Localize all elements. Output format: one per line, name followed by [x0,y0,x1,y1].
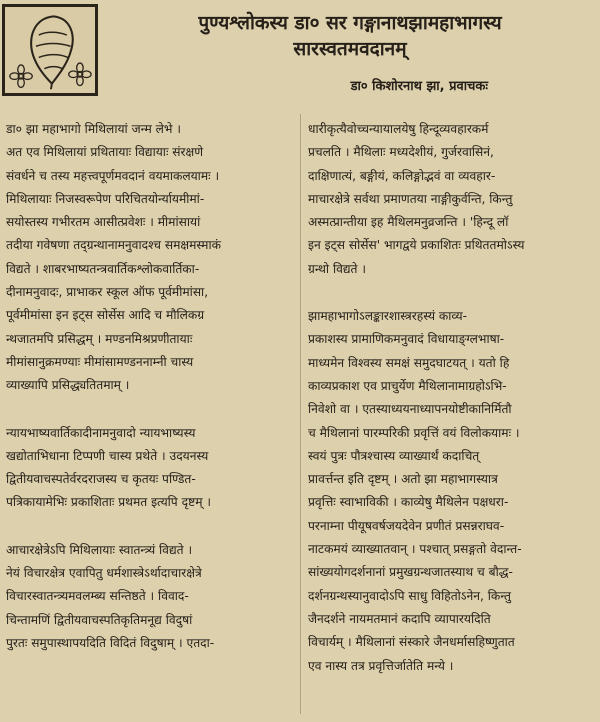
text-line: द्वितीयवाचस्पतेर्वरदराजस्य च कृतयः पण्डित- [6,472,196,487]
text-line: माचारक्षेत्रे सर्वथा प्रमाणतया नाङ्गीकुर्वन्ति, किन्तु [308,191,513,206]
text-line: चिन्तामणिं द्वितीयवाचस्पतिकृतिमनूद्य विदुषां [6,612,193,627]
text-line: विद्यते । शाबरभाष्यतन्त्रवार्तिकश्लोकवार्तिका- [6,261,200,276]
paragraph [6,422,298,515]
text-line: व्याख्यापि प्रसिद्ध्यतितमाम् । [6,378,130,393]
text-line: नाटकमयं व्याख्यातवान् । पश्चात् प्रसङ्गतो वेदान्त- [308,542,522,557]
paragraph-gap [6,398,298,422]
text-line: अत एव मिथिलायां प्रथितायाः विद्यायाः संरक्षणे [6,145,204,160]
text-line: पूर्वमीमांसा इन इट्स सोर्सेस आदि च मौलिकग्र [6,308,205,323]
paragraph [308,305,596,678]
text-line: दाक्षिणात्यं, बङ्गीयं, कलिङ्गोद्भवं वा व्यवहार- [308,168,496,183]
text-line: जैनदर्शने नायमतमानं कदापि व्यापारयदिति [308,611,491,626]
text-line: संवर्धने च तस्य महत्त्वपूर्णमवदानं वयमाकलयामः । [6,168,220,183]
text-line: पुरतः समुपास्थापयदिति विदितं विदुषाम् । एतदा- [6,635,215,650]
text-line: मिथिलायाः निजस्वरूपेण परिचितयोर्न्यायमीमां- [6,191,205,206]
text-line: माध्यमेन विश्वस्य समक्षं समुदघाटयत् । यतो हि [308,355,510,370]
text-line: खद्योताभिधाना टिप्पणी चास्य प्रथेते । उदयनस्य [6,448,209,463]
text-line: आचारक्षेत्रेऽपि मिथिलायाः स्वातन्त्र्यं विद्यते । [6,542,193,557]
text-line: न्थजातमपि प्रसिद्धम् । मण्डनमिश्रप्रणीतायाः [6,331,193,346]
text-line: डा० झा महाभागो मिथिलायां जन्म लेभे । [6,122,181,136]
text-line: परनाम्ना पीयूषवर्षजयदेवेन प्रणीतं प्रसन्नराघव- [308,518,505,533]
right-column [308,118,596,678]
paragraph [6,539,298,655]
text-line: इन इट्स सोर्सेस' भागद्वये प्रकाशितः प्रथिततमोऽस्य [308,238,525,253]
text-line: प्रवृत्तिः स्वाभाविकी । काव्येषु मैथिलेन पक्षधरा- [308,495,509,510]
text-line: अस्मत्प्रान्तीया इह मैथिलमनुव्रजन्ति । 'हिन्दू लॉ [308,215,509,230]
text-line: काव्यप्रकाश एव प्राचुर्येण मैथिलानामाग्रहोऽभि- [308,378,507,393]
text-line: च मैथिलानां पारम्परिकी प्रवृत्तिं वयं विलोकयामः । [308,425,520,440]
paragraph [308,118,596,281]
emblem-box [2,4,98,96]
text-line: धारीकृत्यैवोच्चन्यायालयेषु हिन्दूव्यवहारकर्म [308,122,489,136]
text-line: दीनामनुवादः, प्राभाकर स्कूल ऑफ पूर्वमीमांसा, [6,285,209,300]
author-byline: डा० किशोरनाथ झा, प्रवाचकः [350,79,488,94]
conch-shell-icon [5,7,95,93]
text-line: प्रचलति । मैथिलाः मध्यदेशीयं, गुर्जरवासिनं, [308,145,494,160]
article-title [108,10,592,62]
text-line: पत्रिकायामेभिः प्रकाशिताः प्रथमत इत्यपि दृष्टम् । [6,495,211,510]
text-line: सयोस्तस्य गभीरतम आसीत्प्रवेशः । मीमांसायां [6,215,201,230]
text-line: नेयं विचारक्षेत्र एवापितु धर्मशास्त्रेऽर्थादाचारक्षेत्रे [6,566,202,581]
text-line: झामहाभागोऽलङ्कारशास्त्ररहस्यं काव्य- [308,309,468,324]
title-line-1: पुण्यश्लोकस्य डा० सर गङ्गानाथझामहाभागस्य [198,12,502,34]
text-line: प्रकाशस्य प्रामाणिकमनुवादं विधायाङ्ग्लभाषा- [308,332,505,347]
text-line: तदीया गवेषणा तद्ग्रन्थानामनुवादश्च समक्षमस्माकं [6,238,221,253]
text-line: सांख्ययोगदर्शनानां प्रमुखग्रन्थजातस्याथ च बौद्ध- [308,565,513,580]
paragraph-gap [6,515,298,539]
paragraph [6,118,298,398]
text-line: विचार्यम् । मैथिलानां संस्कारे जैनधर्मासहिष्णुतात [308,635,515,650]
text-line: स्वयं पुत्रः पौत्रश्चास्य व्याख्यार्थं कदाचित् [308,448,480,463]
text-line: न्यायभाष्यवार्तिकादीनामनुवादो न्यायभाष्यस्य [6,425,196,440]
text-line: मीमांसानुक्रमण्याः मीमांसामण्डननाम्नी चास्य [6,354,194,369]
title-line-2: सारस्वतमवदानम् [293,38,407,60]
left-column [6,118,298,655]
text-line: विचारस्वातन्त्र्यमवलम्ब्य सन्तिष्ठते । विवाद- [6,589,189,604]
text-line: दर्शनग्रन्थस्यानुवादोऽपि साधु विहितोऽनेन, किन्तु [308,588,511,603]
paragraph-gap [308,281,596,305]
text-line: निवेशो वा । एतस्याध्ययनाध्यापनयोष्टीकानिर्मितौ [308,402,512,417]
text-line: एव नास्य तत्र प्रवृत्तिर्जातेति मन्ये । [308,658,454,673]
text-line: प्रावर्त्तन्त इति दृष्टम् । अतो झा महाभागस्यात्र [308,472,498,487]
column-divider [300,114,301,714]
text-line: ग्रन्थो विद्यते । [308,261,366,276]
